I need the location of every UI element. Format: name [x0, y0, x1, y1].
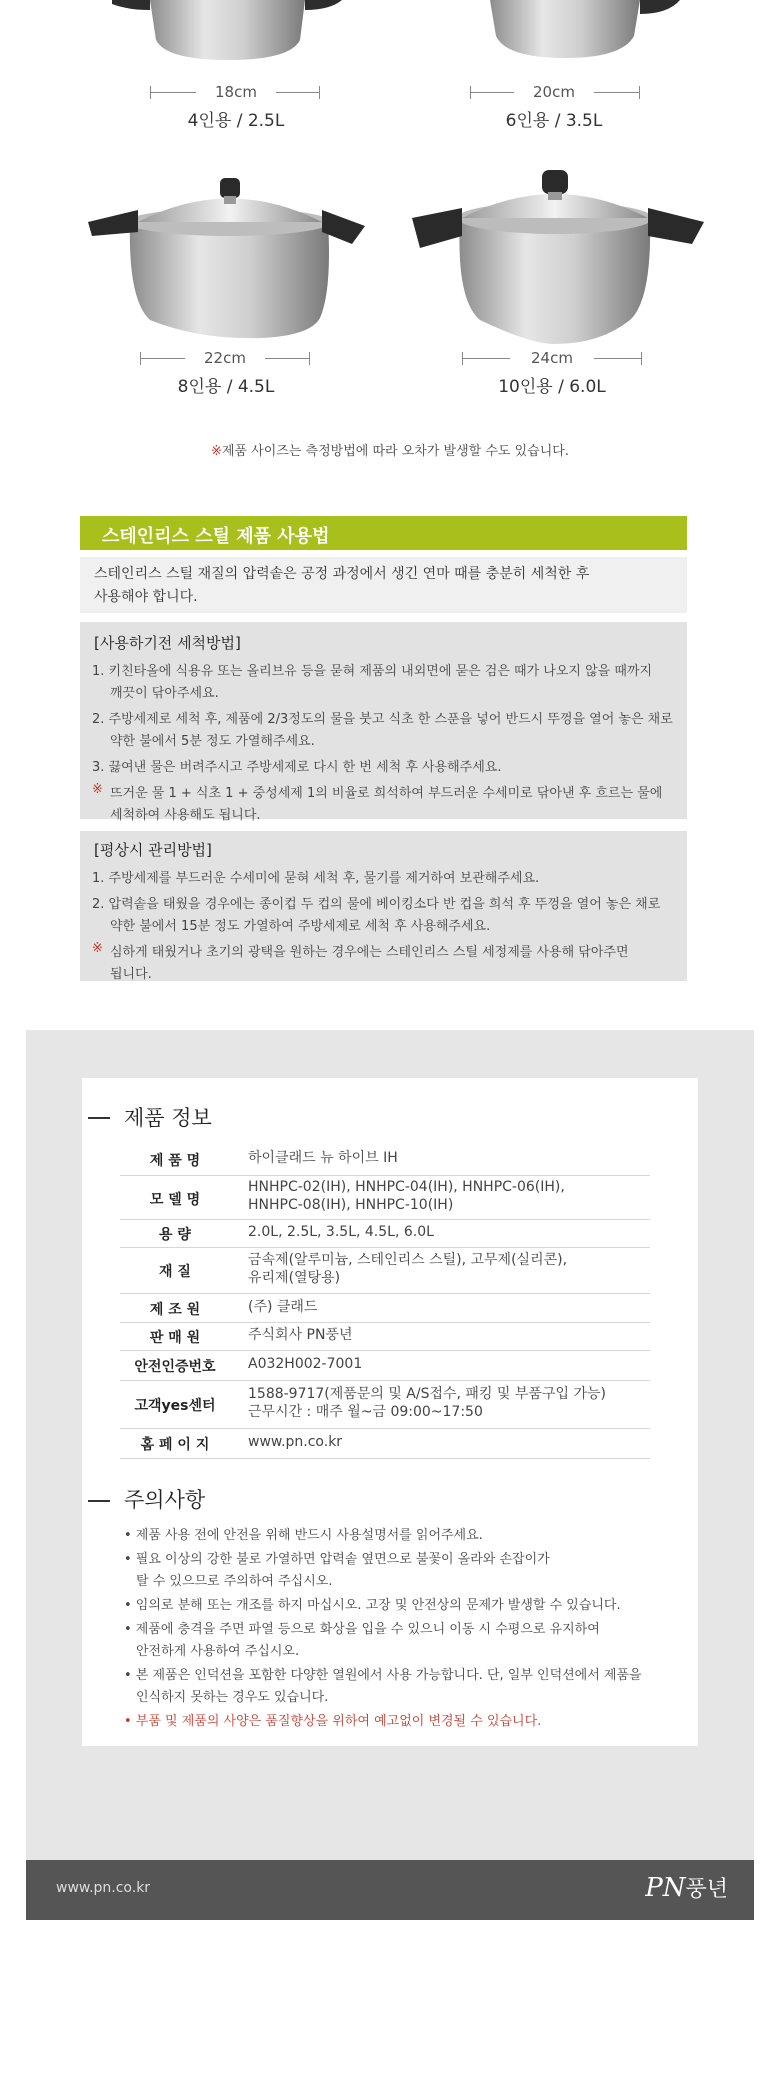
capacity-label: 8인용 / 4.5L: [177, 377, 275, 397]
capacity-label: 10인용 / 6.0L: [498, 377, 606, 397]
caution-line: • 필요 이상의 강한 불로 가열하면 압력솥 옆면으로 불꽃이 올라와 손잡이가: [124, 1552, 550, 1567]
title-dash: [88, 1117, 110, 1119]
capacity-label: 6인용 / 3.5L: [505, 111, 603, 131]
size-label: 20cm: [514, 83, 594, 101]
title-dash: [88, 1500, 110, 1502]
pot-image-18cm: [112, 0, 342, 60]
info-value: (주) 클래드: [248, 1299, 318, 1315]
info-key: 고객yes센터: [134, 1398, 216, 1414]
list-item: 뜨거운 물 1 + 식초 1 + 중성세제 1의 비율로 희석하여 부드러운 수세미로 닦아낸 후 흐르는 물에: [110, 786, 663, 801]
note-mark: ※: [211, 444, 222, 459]
list-item: 약한 불에서 15분 정도 가열하여 주방세제로 세척 후 사용해주세요.: [110, 919, 491, 934]
info-row: [120, 1247, 650, 1294]
product-images: [0, 0, 780, 400]
list-item: 깨끗이 닦아주세요.: [110, 686, 219, 701]
pot-image-22cm: [88, 178, 365, 338]
list-item: 3. 끓여낸 물은 버려주시고 주방세제로 다시 한 번 세척 후 사용해주세요.: [92, 760, 502, 775]
info-value: 근무시간 : 매주 월~금 09:00~17:50: [248, 1404, 483, 1420]
usage-intro: [80, 557, 687, 613]
info-key: 모 델 명: [149, 1192, 201, 1208]
info-row: [120, 1350, 650, 1381]
info-value: A032H002-7001: [248, 1356, 363, 1372]
capacity-label: 4인용 / 2.5L: [187, 111, 285, 131]
list-item: 약한 불에서 5분 정도 가열해주세요.: [110, 734, 315, 749]
before-use-box: [80, 622, 687, 823]
before-use-title: [사용하기전 세척방법]: [94, 634, 241, 652]
list-item: 1. 키친타올에 식용유 또는 올리브유 등을 묻혀 제품의 내외면에 묻은 검은 때가 나오지 않을 때까지: [92, 664, 653, 679]
list-item: 심하게 태웠거나 초기의 광택을 원하는 경우에는 스테인리스 스틸 세정제를 사용해 닦아주면: [110, 945, 629, 960]
size-label: 24cm: [510, 349, 594, 367]
info-key: 제 조 원: [149, 1302, 201, 1318]
caution-line: • 제품에 충격을 주면 파열 등으로 화상을 입을 수 있으니 이동 시 수평으로 유지하여: [124, 1622, 600, 1637]
list-item: 됩니다.: [110, 967, 152, 982]
daily-care-box: [80, 831, 687, 981]
logo-korean: 풍년: [685, 1877, 728, 1902]
size-label: 18cm: [196, 83, 276, 101]
info-key: 판 매 원: [149, 1330, 201, 1346]
caution-line: • 부품 및 제품의 사양은 품질향상을 위하여 예고없이 변경될 수 있습니다.: [124, 1714, 542, 1729]
info-row: [120, 1219, 650, 1248]
pot-image-20cm: [490, 0, 680, 58]
info-title: 제품 정보: [124, 1106, 212, 1130]
info-row: [120, 1380, 650, 1429]
note-mark: ※: [92, 782, 103, 797]
info-value: 2.0L, 2.5L, 3.5L, 4.5L, 6.0L: [248, 1224, 434, 1240]
daily-care-title: [평상시 관리방법]: [94, 841, 212, 859]
size-note: [0, 440, 780, 459]
caution-line: 안전하게 사용하여 주십시오.: [136, 1644, 300, 1659]
list-item: 세척하여 사용해도 됩니다.: [110, 808, 261, 823]
size-label: 22cm: [185, 349, 265, 367]
footer-bar: [26, 1860, 754, 1920]
usage-title: 스테인리스 스틸 제품 사용법: [102, 526, 330, 547]
logo-latin: PN: [645, 1873, 686, 1903]
caution-line: 인식하지 못하는 경우도 있습니다.: [136, 1690, 329, 1705]
list-item: 2. 압력솥을 태웠을 경우에는 종이컵 두 컵의 물에 베이킹소다 반 컵을 희석 후 뚜껑을 열어 놓은 채로: [92, 897, 661, 912]
intro-line: 스테인리스 스틸 재질의 압력솥은 공정 과정에서 생긴 연마 때를 충분히 세척한 후: [94, 566, 590, 582]
info-value: 하이클래드 뉴 하이브 IH: [248, 1150, 398, 1166]
info-value: www.pn.co.kr: [248, 1434, 343, 1450]
info-value: 유리제(열탕용): [248, 1270, 341, 1286]
intro-line: 사용해야 합니다.: [94, 589, 198, 605]
info-row: [120, 1428, 650, 1459]
info-key: 재 질: [159, 1264, 191, 1280]
note-mark: ※: [92, 941, 103, 956]
caution-line: • 임의로 분해 또는 개조를 하지 마십시오. 고장 및 안전상의 문제가 발생할 수 있습니다.: [124, 1598, 621, 1613]
info-value: HNHPC-08(IH), HNHPC-10(IH): [248, 1197, 454, 1213]
usage-banner: [80, 516, 687, 550]
caution-line: • 본 제품은 인덕션을 포함한 다양한 열원에서 사용 가능합니다. 단, 일부 인덕션에서 제품을: [124, 1668, 642, 1683]
info-value: 1588-9717(제품문의 및 A/S접수, 패킹 및 부품구입 가능): [248, 1386, 606, 1402]
note-text: 제품 사이즈는 측정방법에 따라 오차가 발생할 수도 있습니다.: [221, 444, 569, 459]
caution-title: 주의사항: [124, 1488, 206, 1512]
info-row: [120, 1293, 650, 1323]
info-row: [120, 1175, 650, 1220]
info-key: 안전인증번호: [134, 1359, 216, 1375]
caution-line: 탈 수 있으므로 주의하여 주십시오.: [136, 1574, 333, 1589]
info-key: 용 량: [159, 1227, 191, 1243]
pot-image-24cm: [412, 170, 704, 344]
brand-logo: [645, 1872, 728, 1903]
info-value: 금속제(알루미늄, 스테인리스 스틸), 고무제(실리콘),: [248, 1252, 568, 1268]
list-item: 2. 주방세제로 세척 후, 제품에 2/3정도의 물을 붓고 식초 한 스푼을 넣어 반드시 뚜껑을 열어 놓은 채로: [92, 712, 673, 727]
footer-url[interactable]: www.pn.co.kr: [56, 1880, 151, 1896]
list-item: 1. 주방세제를 부드러운 수세미에 묻혀 세척 후, 물기를 제거하여 보관해주세요.: [92, 871, 540, 886]
info-row: [120, 1322, 650, 1351]
info-row: [120, 1142, 650, 1176]
info-key: 홈 페 이 지: [140, 1437, 210, 1453]
info-key: 제 품 명: [149, 1153, 201, 1169]
caution-line: • 제품 사용 전에 안전을 위해 반드시 사용설명서를 읽어주세요.: [124, 1528, 483, 1543]
info-value: HNHPC-02(IH), HNHPC-04(IH), HNHPC-06(IH),: [248, 1179, 565, 1195]
info-value: 주식회사 PN풍년: [248, 1327, 353, 1343]
